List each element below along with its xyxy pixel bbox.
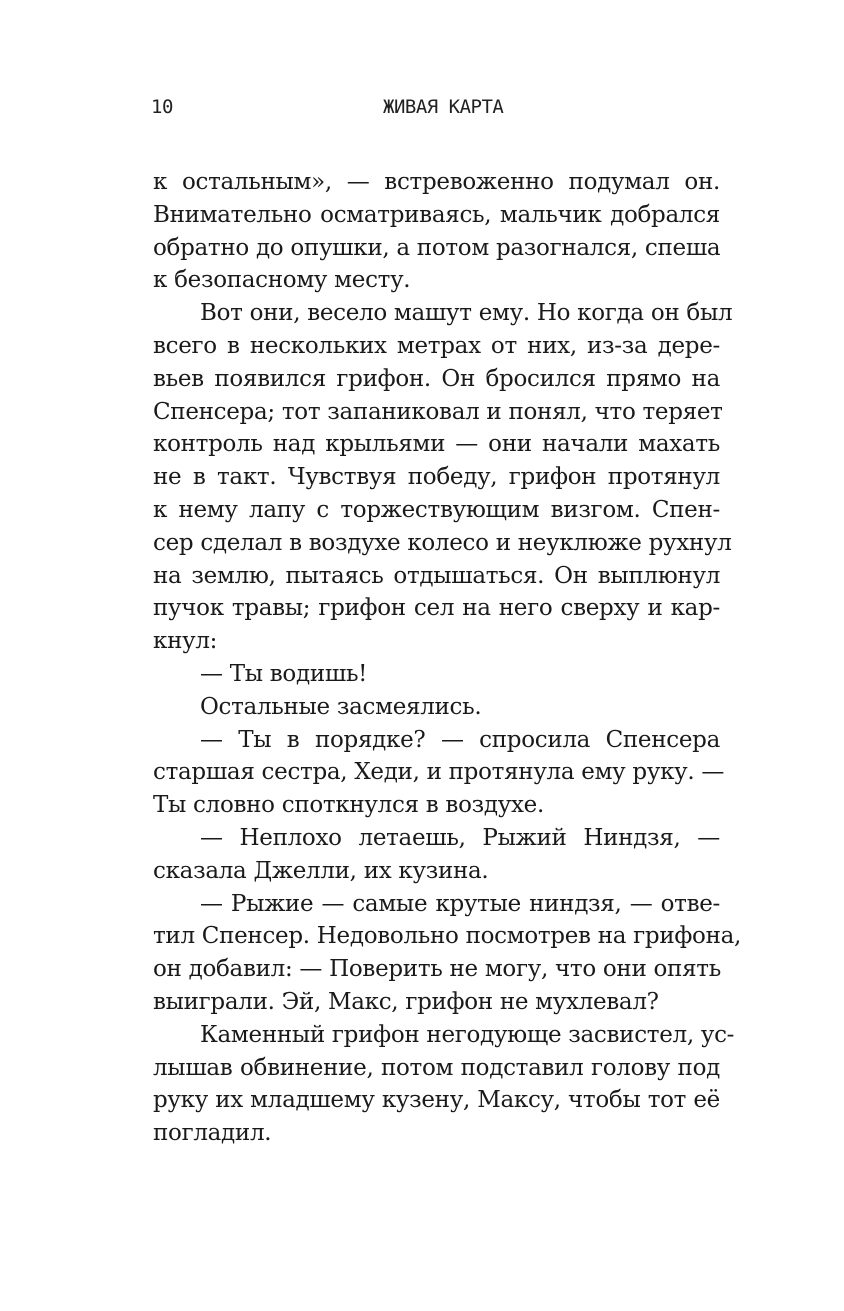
text-line: не в такт. Чувствуя победу, грифон протянул <box>153 464 720 491</box>
running-title: ЖИВАЯ КАРТА <box>383 96 504 118</box>
text-line: к безопасному месту. <box>153 267 411 294</box>
page-number: 10 <box>151 96 173 118</box>
text-line: — Рыжие — самые крутые ниндзя, — отве- <box>200 890 720 917</box>
text-line: Спенсера; тот запаниковал и понял, что теряет <box>153 398 723 425</box>
text-line: Внимательно осматриваясь, мальчик добрался <box>153 201 720 228</box>
text-line: Ты словно споткнулся в воздухе. <box>153 792 544 819</box>
text-line: к нему лапу с торжествующим визгом. Спен- <box>153 496 720 523</box>
text-line: пучок травы; грифон сел на него сверху и кар- <box>153 595 720 622</box>
text-line: погладил. <box>153 1120 272 1147</box>
text-line: к остальным», — встревоженно подумал он. <box>153 169 720 195</box>
text-line: всего в нескольких метрах от них, из-за дере- <box>153 332 720 359</box>
text-line: — Ты в порядке? — спросила Спенсера <box>200 726 720 753</box>
text-line: Остальные засмеялись. <box>200 693 482 720</box>
text-line: контроль над крыльями — они начали махать <box>153 431 720 458</box>
text-line: старшая сестра, Хеди, и протянула ему руку. — <box>153 759 725 786</box>
running-head <box>0 96 844 126</box>
text-line: руку их младшему кузену, Максу, чтобы тот её <box>153 1087 720 1114</box>
text-line: он добавил: — Поверить не могу, что они опять <box>153 956 721 983</box>
text-line: вьев появился грифон. Он бросился прямо на <box>153 365 720 392</box>
text-line: Каменный грифон негодующе засвистел, ус- <box>200 1021 735 1048</box>
text-line: — Ты водишь! <box>200 660 368 687</box>
text-line: сер сделал в воздухе колесо и неуклюже рухнул <box>153 529 732 556</box>
text-line: Вот они, весело машут ему. Но когда он был <box>200 300 733 327</box>
text-line: выиграли. Эй, Макс, грифон не мухлевал? <box>153 988 659 1015</box>
text-line: тил Спенсер. Недовольно посмотрев на грифона, <box>153 923 742 950</box>
text-line: обратно до опушки, а потом разогнался, спеша <box>153 234 721 261</box>
text-line: — Неплохо летаешь, Рыжий Ниндзя, — <box>200 824 720 851</box>
text-line: лышав обвинение, потом подставил голову под <box>153 1054 720 1081</box>
body-text <box>153 166 742 1150</box>
text-line: сказала Джелли, их кузина. <box>153 857 489 884</box>
text-line: на землю, пытаясь отдышаться. Он выплюнул <box>153 562 720 589</box>
text-line: кнул: <box>153 628 218 655</box>
